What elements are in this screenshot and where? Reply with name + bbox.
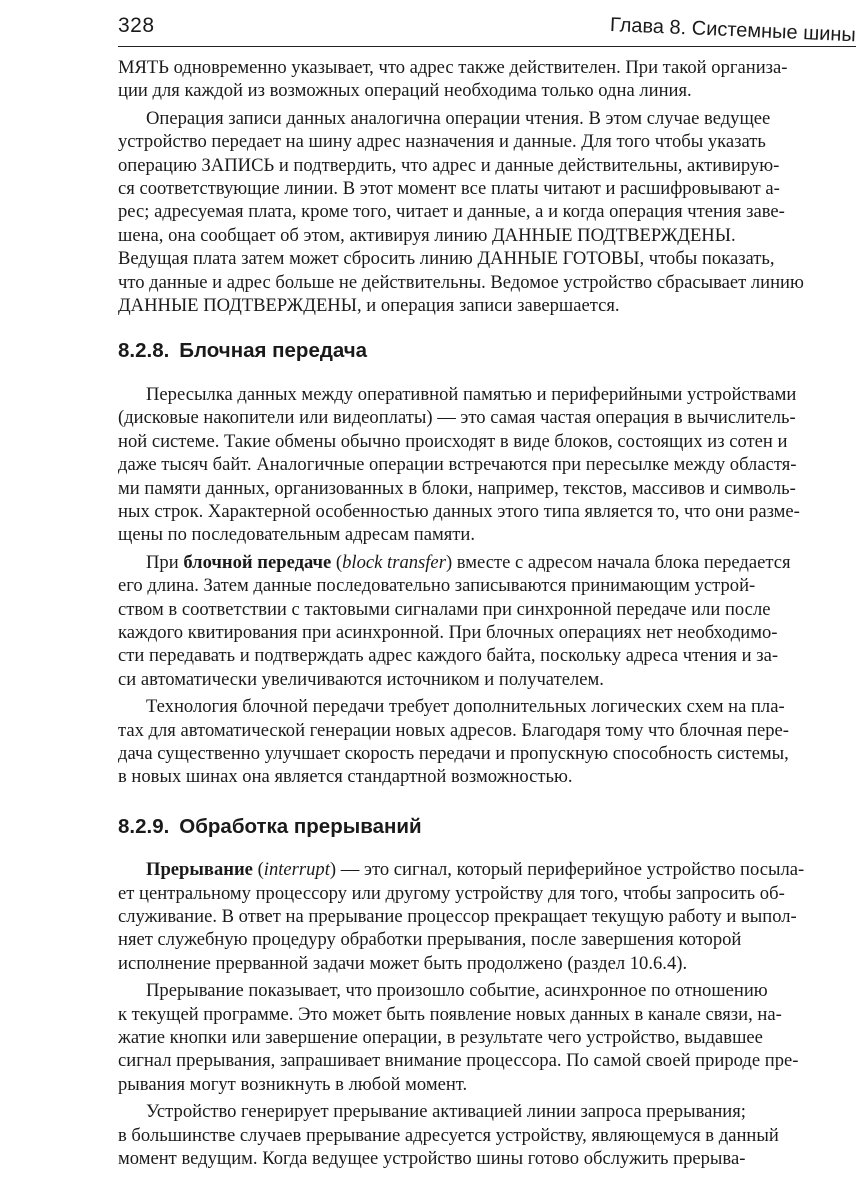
paragraph — [118, 551, 863, 691]
paragraph: Технология блочной передачи требует дополнительных логических схем на пла- тах для автоматической генерации новых адресов. Благодаря тому что блочная пере- дача существенно улучшает скорость передачи и пропускную способность системы, в новых шинах она является стандартной возможностью. — [118, 696, 789, 788]
chapter-title: Глава 8. Системные шины — [609, 14, 857, 47]
term-english: interrupt — [263, 859, 330, 881]
page-number: 328 — [118, 14, 155, 37]
section-number: 8.2.9. — [118, 814, 170, 838]
term-bold: Прерывание — [146, 859, 253, 881]
section-heading — [118, 815, 863, 838]
section-title: Обработка прерываний — [179, 814, 422, 838]
running-header — [118, 6, 856, 47]
section-heading — [118, 339, 863, 362]
paragraph-lead: При — [146, 551, 184, 573]
section-number: 8.2.8. — [118, 339, 170, 363]
paragraph: МЯТЬ одновременно указывает, что адрес также действителен. При такой организа- ции для каждой из возможных операций необходима только одна линия. — [118, 57, 788, 102]
paragraph: Операция записи данных аналогична операции чтения. В этом случае ведущее устройство передает на шину адрес назначения и данные. Для того чтобы указать операцию ЗАПИСЬ и подтвердить, что адрес и данные действительны, активирую- ся соответствующие линии. В этот момент все платы читают и расшифровывают а- рес; адресуемая плата, кроме того, читает и данные, а и когда операция чтения заве- шена, она сообщает об этом, активируя линию ДАННЫЕ ПОДТВЕРЖДЕНЫ. Ведущая плата затем может сбросить линию ДАННЫЕ ГОТОВЫ, чтобы показать, что данные и адрес больше не действительны. Ведомое устройство сбрасывает линию ДАННЫЕ ПОДТВЕРЖДЕНЫ, и операция записи завершается. — [118, 107, 804, 317]
paragraph-rest: ) вместе с адресом начала блока передается его длина. Затем данные последовательно записываются принимающим устрой- ством в соответствии с тактовыми сигналами при синхронной передаче или после каждого квитирования при асинхронной. При блочных операциях нет необходимо- сти передавать и подтверждать адрес каждого байта, поскольку адреса чтения и за- си автоматически увеличиваются источником и получателем. — [118, 551, 791, 690]
paragraph: Пересылка данных между оперативной памятью и периферийными устройствами (дисковые накопители или видеоплаты) — это самая частая операция в вычислитель- ной системе. Такие обмены обычно происходят в виде блоков, состоящих из сотен и даже тысяч байт. Аналогичные операции встречаются при пересылке между областя- ми памяти данных, организованных в блоки, например, текстов, массивов и символь- ных строк. Характерной особенностью данных этого типа является то, что они разме- щены по последовательным адресам памяти. — [118, 383, 800, 546]
paren-open: ( — [252, 859, 264, 881]
paragraph-rest: ) — это сигнал, который периферийное устройство посыла- ет центральному процессору или другому устройству для того, чтобы запросить об- служивание. В ответ на прерывание процессор прекращает текущую работу и выпол- няет служебную процедуру обработки прерывания, после завершения которой исполнение прерванной задачи может быть продолжено (раздел 10.6.4). — [118, 859, 805, 974]
section-title: Блочная передача — [179, 339, 368, 363]
body-text — [118, 56, 863, 1174]
paragraph: Прерывание показывает, что произошло событие, асинхронное по отношению к текущей программе. Это может быть появление новых данных в канале связи, на- жатие кнопки или завершение операции, в результате чего устройство, выдавшее сигнал прерывания, запрашивает внимание процессора. По самой своей природе пре- рывания могут возникнуть в любой момент. — [118, 980, 799, 1095]
paragraph: Устройство генерирует прерывание активацией линии запроса прерывания; в большинстве случаев прерывание адресуется устройству, являющемуся в данный момент ведущим. Когда ведущее устройство шины готово обслужить прерыва- — [118, 1101, 779, 1170]
term-bold: блочной передаче — [183, 551, 332, 573]
paragraph — [118, 858, 863, 975]
term-english: block transfer — [342, 551, 446, 573]
paren-open: ( — [331, 551, 343, 573]
